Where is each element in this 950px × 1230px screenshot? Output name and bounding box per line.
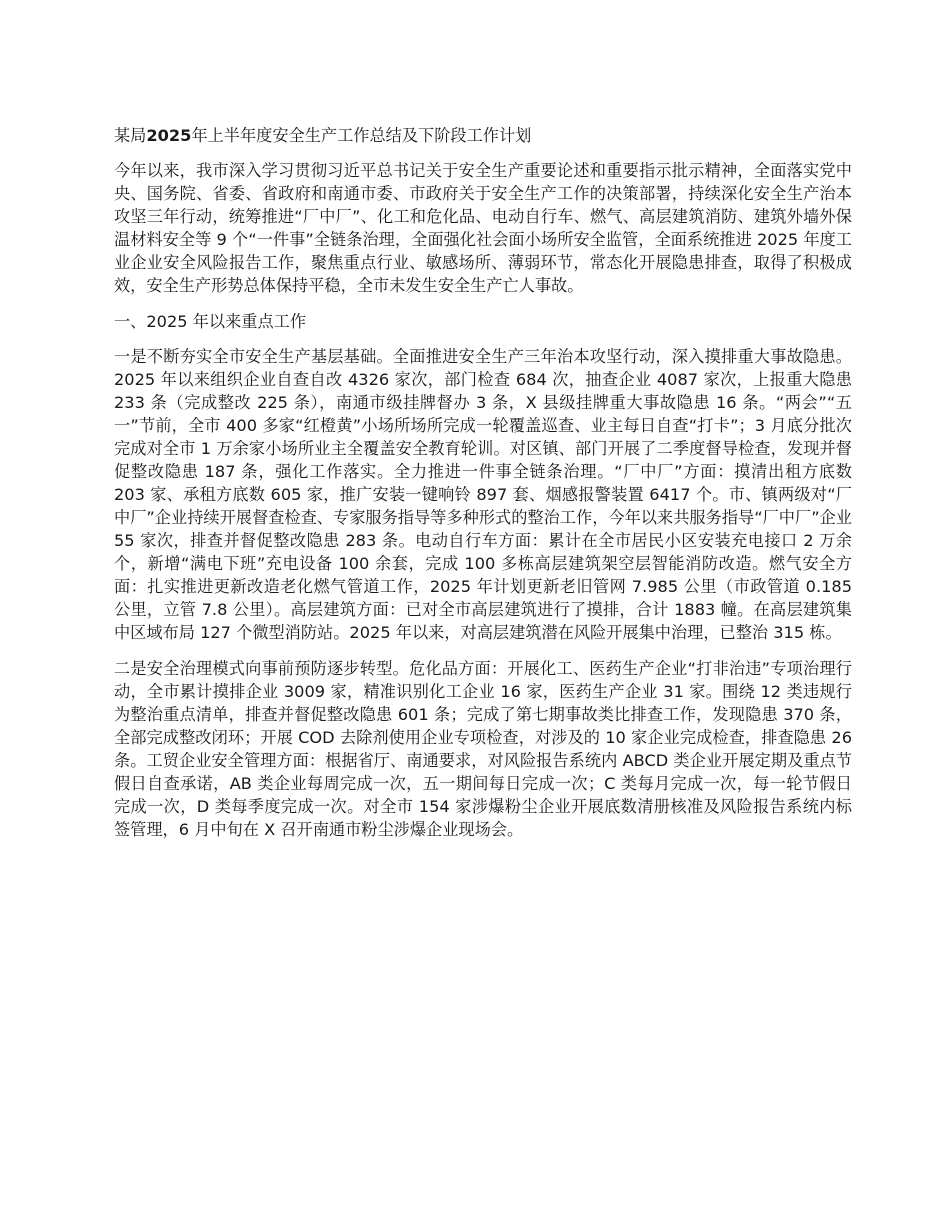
document-title	[114, 124, 852, 147]
body-paragraph-1: 一是不断夯实全市安全生产基层基础。全面推进安全生产三年治本攻坚行动，深入摸排重大事故隐患。2025 年以来组织企业自查自改 4326 家次，部门检查 684 次，抽查企业 4087 家次，上报重大隐患 233 条（完成整改 225 条），南通市级挂牌督办 3 条，X 县级挂牌重大事故隐患 16 条。“两会”“五一”节前，全市 400 多家“红橙黄”小场所场所完成一轮覆盖巡查、业主每日自查“打卡”；3 月底分批次完成对全市 1 万余家小场所业主全覆盖安全教育轮训。对区镇、部门开展了二季度督导检查，发现并督促整改隐患 187 条，强化工作落实。全力推进一件事全链条治理。“厂中厂”方面：摸清出租方底数 203 家、承租方底数 605 家，推广安装一键响铃 897 套、烟感报警装置 6417 个。市、镇两级对“厂中厂”企业持续开展督查检查、专家服务指导等多种形式的整治工作，今年以来共服务指导“厂中厂”企业 55 家次，排查并督促整改隐患 283 条。电动自行车方面：累计在全市居民小区安装充电接口 2 万余个，新增“满电下班”充电设备 100 余套，完成 100 多栋高层建筑架空层智能消防改造。燃气安全方面：扎实推进更新改造老化燃气管道工作，2025 年计划更新老旧管网 7.985 公里（市政管道 0.185 公里，立管 7.8 公里）。高层建筑方面：已对全市高层建筑进行了摸排，合计 1883 幢。在高层建筑集中区域布局 127 个微型消防站。2025 年以来，对高层建筑潜在风险开展集中治理，已整治 315 栋。	[114, 347, 852, 642]
title-suffix: 年上半年度安全生产工作总结及下阶段工作计划	[191, 126, 532, 145]
body-paragraph-2: 二是安全治理模式向事前预防逐步转型。危化品方面：开展化工、医药生产企业“打非治违”专项治理行动，全市累计摸排企业 3009 家，精准识别化工企业 16 家，医药生产企业 31 家。围绕 12 类违规行为整治重点清单，排查并督促整改隐患 601 条；完成了第七期事故类比排查工作，发现隐患 370 条，全部完成整改闭环；开展 COD 去除剂使用企业专项检查，对涉及的 10 家企业完成检查，排查隐患 26 条。工贸企业安全管理方面：根据省厅、南通要求，对风险报告系统内 ABCD 类企业开展定期及重点节假日自查承诺，AB 类企业每周完成一次，五一期间每日完成一次；C 类每月完成一次，每一轮节假日完成一次，D 类每季度完成一次。对全市 154 家涉爆粉尘企业开展底数清册核准及风险报告系统内标签管理，6 月中旬在 X 召开南通市粉尘涉爆企业现场会。	[114, 659, 852, 839]
document-page	[114, 124, 852, 854]
intro-paragraph: 今年以来，我市深入学习贯彻习近平总书记关于安全生产重要论述和重要指示批示精神，全面落实党中央、国务院、省委、省政府和南通市委、市政府关于安全生产工作的决策部署，持续深化安全生产治本攻坚三年行动，统筹推进“厂中厂”、化工和危化品、电动自行车、燃气、高层建筑消防、建筑外墙外保温材料安全等 9 个“一件事”全链条治理，全面强化社会面小场所安全监管，全面系统推进 2025 年度工业企业安全风险报告工作，聚焦重点行业、敏感场所、薄弱环节，常态化开展隐患排查，取得了积极成效，安全生产形势总体保持平稳，全市未发生安全生产亡人事故。	[114, 161, 852, 295]
title-year: 2025	[146, 126, 192, 145]
title-prefix: 某局	[114, 126, 147, 145]
section-heading: 一、2025 年以来重点工作	[114, 312, 307, 331]
